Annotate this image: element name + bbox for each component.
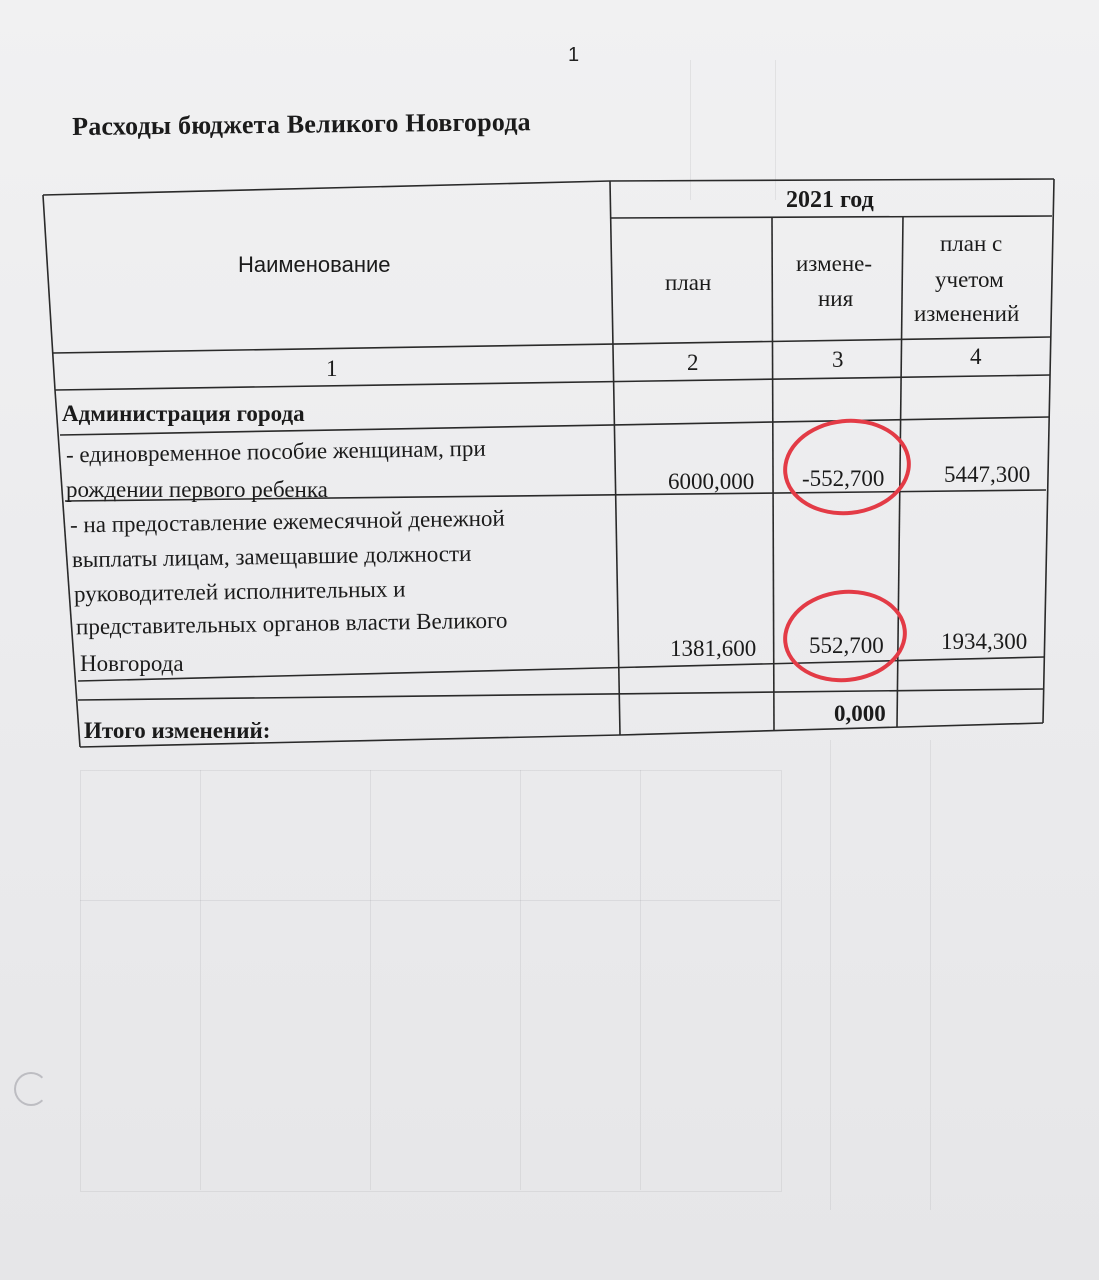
row-name-line: - единовременное пособие женщинам, при: [65, 435, 486, 468]
row-plan-value: 1381,600: [670, 636, 757, 661]
row-name-line: руководителей исполнительных и: [73, 576, 406, 607]
row-name-line: Новгорода: [80, 651, 184, 676]
row-name-line: выплаты лицам, замещавшие должности: [71, 540, 472, 573]
column-header-adjusted-line2: учетом: [935, 267, 1004, 292]
row-name-line: рождении первого ребенка: [66, 477, 328, 502]
bleed-through-line: [370, 770, 371, 1190]
bleed-through-line: [930, 740, 931, 1210]
total-change-value: 0,000: [834, 701, 886, 726]
row-plan-value: 6000,000: [668, 469, 755, 494]
bleed-through-line: [200, 770, 201, 1190]
bleed-through-table: [80, 770, 782, 1192]
page-number: 1: [568, 44, 580, 66]
row-adjusted-value: 5447,300: [944, 462, 1031, 487]
row-adjusted-value: 1934,300: [941, 629, 1028, 654]
column-number: 3: [832, 347, 844, 372]
document-title: Расходы бюджета Великого Новгорода: [72, 107, 531, 141]
section-title: Администрация города: [62, 401, 305, 426]
bleed-through-line: [640, 770, 641, 1190]
total-label: Итого изменений:: [84, 718, 271, 743]
bleed-through-line: [80, 900, 780, 901]
row-name-line: представительных органов власти Великого: [75, 607, 508, 640]
column-number: 4: [970, 344, 982, 369]
column-header-adjusted-line1: план с: [940, 231, 1003, 256]
column-header-change-line1: измене-: [796, 251, 873, 276]
column-header-change-line2: ния: [818, 286, 854, 311]
bleed-through-line: [520, 770, 521, 1190]
column-header-adjusted-line3: изменений: [914, 301, 1020, 326]
row-name-line: - на предоставление ежемесячной денежной: [69, 505, 505, 538]
column-header-name: Наименование: [238, 252, 391, 277]
year-header: 2021 год: [786, 187, 874, 213]
column-number: 2: [687, 350, 699, 375]
column-header-plan: план: [665, 270, 712, 295]
bleed-through-line: [830, 740, 831, 1210]
column-number: 1: [326, 356, 338, 381]
row-change-value: 552,700: [809, 633, 884, 658]
row-change-value: -552,700: [802, 466, 885, 491]
hole-punch-mark: [14, 1072, 48, 1106]
